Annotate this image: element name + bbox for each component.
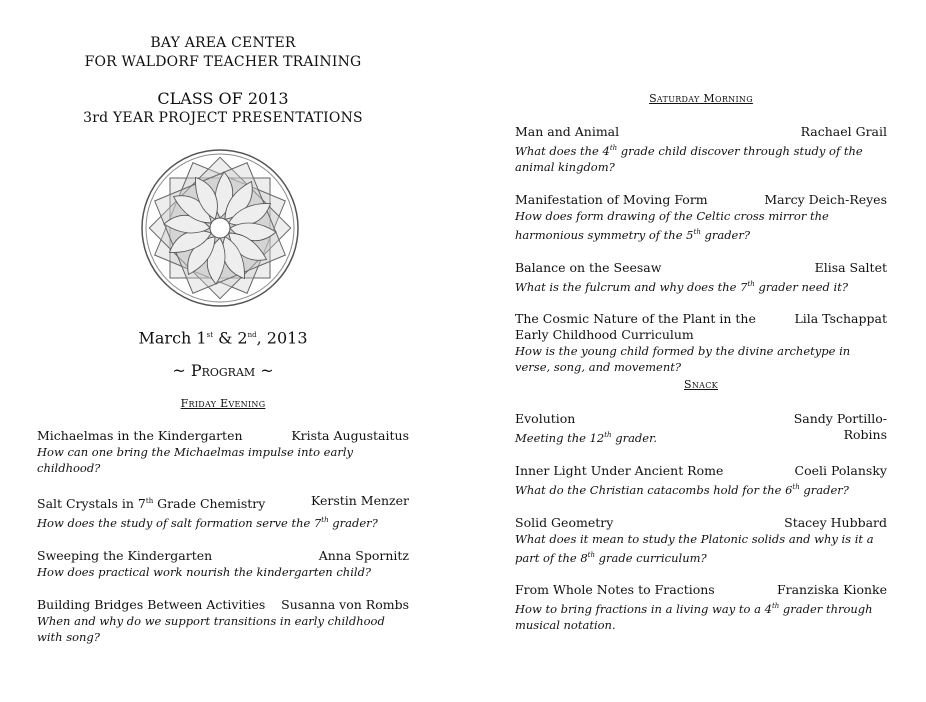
program-heading: ~ Program ~ bbox=[172, 361, 274, 380]
org-line-1: BAY AREA CENTER bbox=[150, 35, 296, 51]
presenter-name: Franziska Kionke bbox=[776, 582, 887, 598]
presentation-item bbox=[515, 124, 887, 175]
superscript: th bbox=[587, 550, 595, 559]
presentation-item bbox=[37, 597, 409, 645]
text-segment: grader need it? bbox=[754, 279, 848, 294]
presenter-name: Anna Spornitz bbox=[318, 547, 409, 563]
text-segment: Solid Geometry bbox=[515, 514, 614, 530]
superscript: th bbox=[747, 279, 755, 288]
presentation-title bbox=[515, 515, 613, 531]
text-segment: grader. bbox=[611, 430, 657, 445]
item-header bbox=[515, 515, 887, 531]
item-header bbox=[515, 124, 887, 140]
presentation-question bbox=[37, 564, 409, 580]
presentation-question bbox=[515, 427, 815, 446]
text-segment: grader? bbox=[700, 227, 751, 242]
item-header bbox=[515, 582, 887, 598]
text-segment: Grade Chemistry bbox=[153, 496, 266, 512]
item-header bbox=[37, 428, 409, 444]
text-segment: How can one bring the Michaelmas impulse into early childhood? bbox=[37, 445, 354, 475]
superscript: th bbox=[771, 602, 780, 611]
snack-list bbox=[515, 411, 887, 650]
presenter-name: Susanna von Rombs bbox=[281, 596, 409, 612]
presenter-name: Coeli Polansky bbox=[794, 462, 887, 478]
presentation-title bbox=[37, 548, 212, 564]
snack-heading: Snack bbox=[684, 378, 718, 391]
presentation-question bbox=[37, 512, 409, 531]
presentation-item bbox=[37, 548, 409, 580]
text-segment: When and why do we support transitions in early childhood with song? bbox=[37, 613, 385, 644]
presentation-item bbox=[515, 192, 887, 243]
presentation-item bbox=[37, 428, 409, 476]
item-header bbox=[515, 463, 887, 479]
saturday-morning-heading: Saturday Morning bbox=[649, 92, 753, 105]
presenter-name: Marcy Deich-Reyes bbox=[764, 191, 887, 207]
presentation-question bbox=[37, 444, 409, 476]
superscript: th bbox=[693, 227, 701, 236]
text-segment: How does the study of salt formation serve the 7 bbox=[37, 515, 322, 530]
presentation-question bbox=[515, 343, 887, 375]
presenter-name: Kerstin Menzer bbox=[310, 493, 409, 508]
presentation-title bbox=[37, 428, 243, 444]
superscript: th bbox=[321, 516, 329, 525]
presentation-question bbox=[37, 613, 409, 645]
text-segment: Michaelmas in the Kindergarten bbox=[37, 428, 243, 443]
superscript: st bbox=[206, 331, 214, 339]
item-header bbox=[37, 548, 409, 564]
mandala-logo-icon bbox=[138, 146, 302, 310]
text-segment: & 2 bbox=[213, 328, 248, 348]
text-segment: Inner Light Under Ancient Rome bbox=[515, 462, 724, 478]
presentation-title bbox=[515, 192, 708, 208]
text-segment: grader? bbox=[328, 515, 378, 530]
friday-list bbox=[37, 428, 409, 662]
presentation-question bbox=[515, 531, 887, 566]
text-segment: grader? bbox=[799, 482, 849, 497]
text-segment: grade child discover through study of the animal kingdom? bbox=[515, 143, 863, 174]
presenter-name: Lila Tschappat bbox=[794, 311, 887, 327]
text-segment: The Cosmic Nature of the Plant in the Early Childhood Curriculum bbox=[515, 311, 756, 343]
text-segment: Salt Crystals in 7 bbox=[37, 496, 146, 512]
presentation-question bbox=[515, 276, 887, 295]
presentation-item bbox=[515, 463, 887, 498]
presentation-question bbox=[515, 598, 887, 633]
text-segment: Building Bridges Between Activities bbox=[37, 596, 266, 612]
item-header bbox=[515, 192, 887, 208]
presentation-item bbox=[515, 582, 887, 633]
class-of: CLASS OF 2013 bbox=[157, 89, 289, 108]
presentation-title bbox=[515, 260, 661, 276]
text-segment: From Whole Notes to Fractions bbox=[515, 582, 715, 598]
presentation-title bbox=[37, 493, 265, 512]
presentation-title bbox=[515, 582, 715, 598]
presenter-name: Sandy Portillo- Robins bbox=[793, 411, 887, 442]
text-segment: , 2013 bbox=[256, 328, 308, 348]
presentation-item bbox=[515, 311, 887, 375]
presentations-title: 3rd YEAR PROJECT PRESENTATIONS bbox=[83, 110, 363, 126]
text-segment: What does it mean to study the Platonic solids and why is it a part of the 8 bbox=[515, 531, 874, 565]
superscript: th bbox=[792, 482, 800, 491]
presenter-name: Stacey Hubbard bbox=[784, 514, 887, 530]
superscript: nd bbox=[247, 331, 257, 339]
presentation-item bbox=[37, 493, 409, 531]
presentation-item bbox=[515, 515, 887, 566]
presentation-title bbox=[515, 311, 775, 343]
text-segment: How is the young child formed by the divine archetype in verse, song, and movement? bbox=[515, 344, 851, 375]
text-segment: What does the 4 bbox=[515, 143, 610, 158]
class-title bbox=[37, 89, 409, 128]
text-segment: March 1 bbox=[138, 328, 207, 348]
presentation-question bbox=[515, 208, 887, 243]
text-segment: How to bring fractions in a living way to a 4 bbox=[515, 602, 772, 617]
presenter-name: Krista Augustaitus bbox=[291, 428, 409, 443]
presentation-item bbox=[515, 411, 887, 446]
item-header bbox=[515, 311, 887, 343]
text-segment: grade curriculum? bbox=[594, 550, 707, 565]
org-line-2: FOR WALDORF TEACHER TRAINING bbox=[84, 54, 362, 70]
item-header bbox=[37, 597, 409, 613]
text-segment: Evolution bbox=[515, 411, 576, 426]
text-segment: Sweeping the Kindergarten bbox=[37, 547, 213, 563]
item-header bbox=[37, 493, 409, 512]
presentation-question bbox=[515, 479, 887, 498]
item-header bbox=[515, 260, 887, 276]
text-segment: How does practical work nourish the kindergarten child? bbox=[37, 564, 372, 579]
text-segment: What do the Christian catacombs hold for the 6 bbox=[515, 482, 793, 497]
text-segment: Meeting the 12 bbox=[515, 430, 605, 445]
text-segment: grader through musical notation. bbox=[515, 602, 873, 633]
presentation-title bbox=[515, 124, 619, 140]
text-segment: Man and Animal bbox=[515, 124, 620, 139]
superscript: th bbox=[604, 431, 612, 439]
presentation-title bbox=[37, 597, 265, 613]
saturday-list bbox=[515, 124, 887, 392]
presentation-question bbox=[515, 140, 887, 175]
text-segment: Manifestation of Moving Form bbox=[515, 191, 708, 207]
presentation-item bbox=[515, 260, 887, 295]
org-name bbox=[37, 34, 409, 72]
text-segment: Balance on the Seesaw bbox=[515, 259, 662, 275]
presentation-title bbox=[515, 463, 723, 479]
presenter-name: Rachael Grail bbox=[800, 124, 887, 139]
text-segment: What is the fulcrum and why does the 7 bbox=[515, 279, 748, 294]
presenter-name: Elisa Saltet bbox=[814, 259, 887, 275]
event-date bbox=[37, 325, 409, 348]
superscript: th bbox=[145, 497, 154, 505]
text-segment: How does form drawing of the Celtic cross mirror the harmonious symmetry of the 5 bbox=[515, 208, 829, 242]
friday-evening-heading: Friday Evening bbox=[180, 397, 266, 410]
superscript: th bbox=[609, 144, 618, 152]
